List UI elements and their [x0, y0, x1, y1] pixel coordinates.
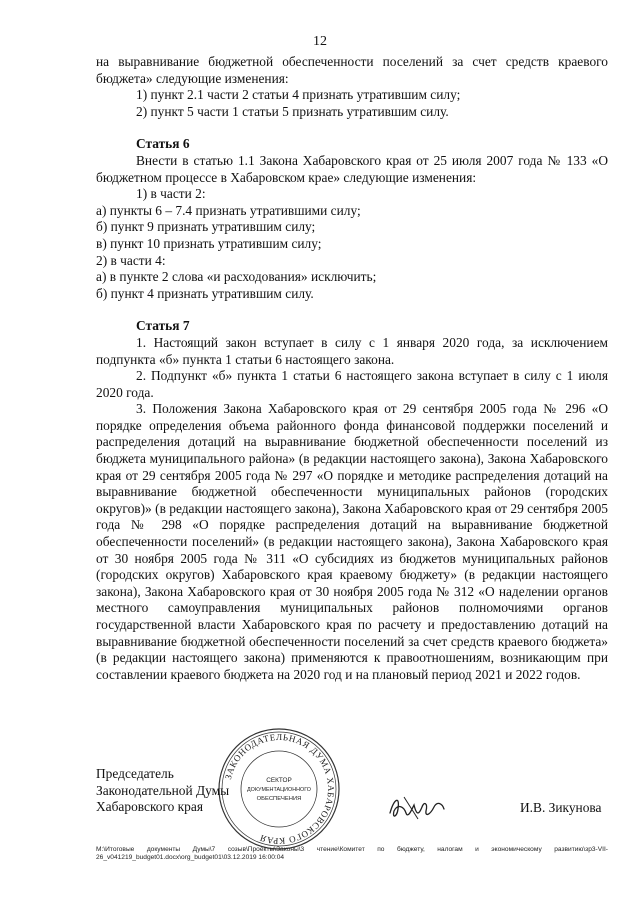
intro-item: 1) пункт 2.1 части 2 статьи 4 признать утратившим силу; [136, 87, 461, 103]
file-path-footer: M:\Итоговые документы Думы\7 созыв\Проекты\Законы\3 чтение\Комитет по бюджету, налогам и экономическому развитию\зр3-VII-26_v041219_budget01.docx\org_budget01\03.12.2019 16:00:04 [96, 846, 608, 861]
article-7-paragraph-1: 1. Настоящий закон вступает в силу с 1 января 2020 года, за исключением подпункта «б» пункта 1 статьи 6 настоящего закона. [96, 334, 608, 367]
stamp-center-line-3: ОБЕСПЕЧЕНИЯ [256, 796, 302, 802]
signatory-block [96, 766, 229, 816]
handwritten-signature-icon [384, 789, 454, 825]
signatory-name: И.В. Зикунова [520, 800, 602, 815]
stamp-center-line-1: СЕКТОР [266, 777, 292, 784]
article-6-item: а) пункты 6 – 7.4 признать утратившими силу; [96, 202, 361, 218]
article-6-intro: Внести в статью 1.1 Закона Хабаровского края от 25 июля 2007 года № 133 «О бюджетном процессе в Хабаровском крае» следующие изменения: [96, 152, 608, 185]
stamp-center-line-2: ДОКУМЕНТАЦИОННОГО [247, 787, 311, 793]
article-6-item: в) пункт 10 признать утратившим силу; [96, 235, 322, 251]
intro-item: 2) пункт 5 части 1 статьи 5 признать утратившим силу. [136, 103, 449, 119]
article-7-paragraph-2: 2. Подпункт «б» пункта 1 статьи 6 настоящего закона вступает в силу с 1 июля 2020 года. [96, 368, 608, 400]
signatory-title-line-1: Председатель [96, 766, 174, 781]
article-6-item: 1) в части 2: [136, 186, 206, 202]
article-6-heading: Статья 6 [136, 136, 190, 152]
document-body [96, 54, 608, 683]
signatory-title-line-3: Хабаровского края [96, 799, 203, 815]
article-6-item: б) пункт 4 признать утратившим силу. [96, 285, 314, 301]
official-stamp-icon [217, 727, 341, 851]
article-6-item: а) в пункте 2 слова «и расходования» исключить; [96, 269, 377, 285]
stamp-ring-text: ЗАКОНОДАТЕЛЬНАЯ ДУМА ХАБАРОВСКОГО КРАЯ [223, 731, 337, 847]
intro-paragraph: на выравнивание бюджетной обеспеченности поселений за счет средств краевого бюджета» следующие изменения: [96, 54, 608, 86]
article-7-heading: Статья 7 [136, 318, 190, 334]
page-number: 12 [313, 34, 327, 49]
article-7-paragraph-3: 3. Положения Закона Хабаровского края от 29 сентября 2005 года № 296 «О порядке определения объема районного фонда финансовой поддержки поселений и распределения дотаций на выравнивание бюджетной обеспеченности поселений из бюджета муниципального района» (в редакции настоящего закона), Закона Хабаровского края от 29 сентября 2005 года № 297 «О порядке и методике распределения дотаций на выравнивание бюджетной обеспеченности муниципальных районов (городских округов)» (в редакции настоящего закона), Закона Хабаровского края от 29 сентября 2005 года № 298 «О порядке распределения дотаций на выравнивание бюджетной обеспеченности поселений» (в редакции настоящего закона), Закона Хабаровского края от 30 ноября 2005 года № 311 «О субсидиях из бюджетов муниципальных районов (городских округов) Хабаровского края краевому бюджету» (в редакции настоящего закона), Закона Хабаровского края от 30 ноября 2005 года № 312 «О наделении органов местного самоуправления муниципальных районов полномочиями органов государственной власти Хабаровского края по расчету и предоставлению дотаций на выравнивание бюджетной обеспеченности поселений за счет средств краевого бюджета» (в редакции настоящего закона) применяются к правоотношениям, возникающим при составлении краевого бюджета на 2020 год и на плановый период 2021 и 2022 годов. [96, 401, 608, 682]
article-6-item: 2) в части 4: [96, 252, 166, 268]
article-6-item: б) пункт 9 признать утратившим силу; [96, 219, 316, 235]
signatory-title-line-2: Законодательной Думы [96, 782, 230, 798]
